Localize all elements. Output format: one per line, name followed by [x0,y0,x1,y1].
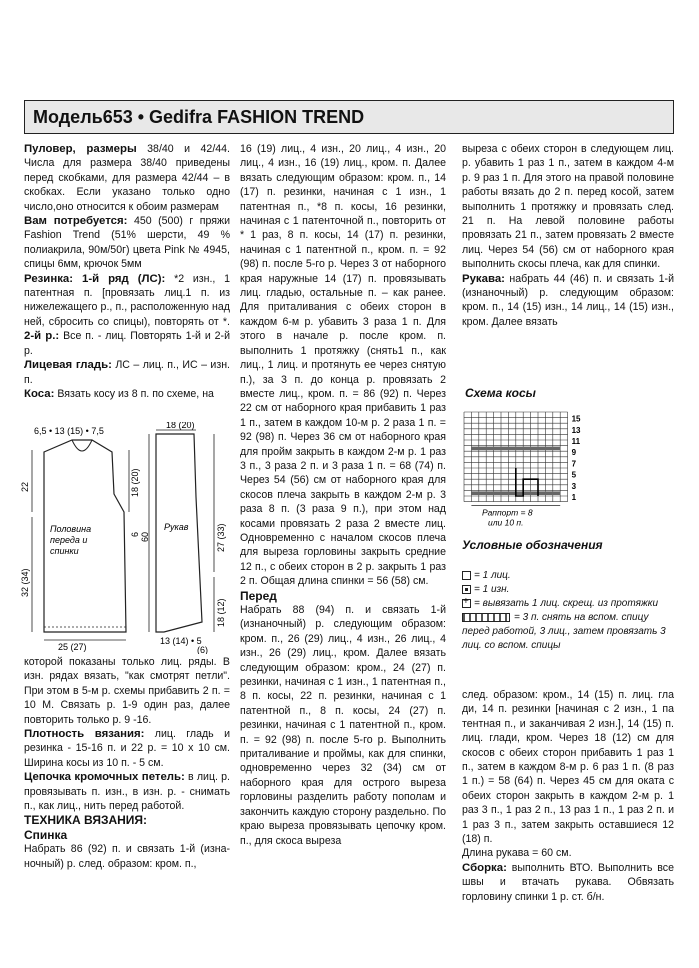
density-paragraph [24,727,230,770]
size-text: 38/40 и 42/44. Числа для размера 38/40 приведены перед скобками, для размера 42/44 – в скобках. Если указано только одно число,оно относится к обоим размерам [24,143,230,213]
column-1-bottom [24,655,230,871]
legend-title: Условные обозначения [462,538,603,552]
body-top-dims: 6,5 • 13 (15) • 7,5 [34,426,104,436]
sleeve-right-dim-1: 27 (33) [216,523,226,552]
sleeve-label: Рукава: [462,272,505,285]
body-left-dim-1: 22 [20,481,30,492]
schema-row-number: 9 [571,448,577,458]
front-continued: выреза с обеих сторон в следующем лиц. р. убавить 1 раз 1 п., затем в каждом 4-м р. 9 раз 1 п. Для этого на правой половине работы вязать до 2 п. перед косой, затем выполнить 1 протяжку и провязать след. 21 п. На левой половине работы провязать 21 п., затем провязать 2 вместе лиц. Через 54 (56) см от наборного края выполнить скосы плеча, как для спинки. [462,143,674,271]
assembly-text: выполнить ВТО. Выполнить все швы и втачать рукава. Обвязать горловину спинки 1 р. ст. б/н. [462,861,674,903]
column-3-bottom [462,688,674,904]
density-label: Плотность вязания: [24,728,145,741]
back-text: Набрать 86 (92) п. и связать 1-й (изна-ночный) р. след. образом: кром. п., [24,843,230,870]
page-title: Модель653 • Gedifra FASHION TREND [33,107,365,127]
sleeve-length: Длина рукава = 60 см. [462,847,572,860]
sleeve-bottom-dim: 13 (14) • 5 [160,636,202,646]
need-text: 450 (500) г пряжи Fashion Trend (51% шерсти, 49 % полиакрила, 90м/50г) цвета Pink № 4945, спицы 6мм, крючок 5мм [24,215,230,271]
size-label: Пуловер, размеры [24,143,137,155]
sleeve-left-dim: 60 [140,531,150,542]
front-text: Набрать 88 (94) п. и связать 1-й (изнаночный) р. следующим образом: кром. п., 26 (29) лиц., 4 изн., 26 лиц., 4 изн., 26 (29) лиц., кром. Далее вязать следующим образом: кром., 24 (27) п. резинки, начиная с 1 изн., 1 патентная п., 8 п. косы, 22 п. резинки, начиная с 1 патентной п., 8 п. косы, 24 (27) п. резинки, начиная с 1 патентной п., кром. п. = 92 (98) п. после 5-го р. Выполнить приталивание и проймы, как для спинки, одновременно через 32 (34) см от наборного края для острого выреза горловины разделить работу пополам и закончить каждую сторону раздельно. По краю выреза провязывать цепочку кром. п., для скоса выреза [240,604,446,847]
schema-row-number: 1 [571,493,577,502]
body-right-dim: 18 (20) [130,468,140,497]
size-paragraph [24,142,230,214]
schema-row-number: 5 [571,470,577,480]
column-3 [462,142,674,329]
body-bottom-dim: 25 (27) [58,642,87,652]
garment-diagrams [14,422,234,654]
legend-item-purl: = 1 изн. [462,583,677,597]
schema-row-number: 15 [571,414,581,424]
model-number: Модель653 [33,107,133,127]
sleeve-bottom-dim-2: (6) [197,645,208,654]
body-right-dim-2: 6 [130,531,140,537]
braid-text: Вязать косу из 8 п. по схеме, на [54,387,214,400]
need-paragraph [24,214,230,272]
back-continued: 16 (19) лиц., 4 изн., 20 лиц., 4 изн., 20 лиц., 4 изн., 16 (19) лиц., кром. п. Далее вязать следующим образом: кром. п., 14 (17) п. резинки, начиная с 1 изн., 1 патентная п., *8 п. косы, 16 резинки, начиная с 1 патенточной п., повторить от * 1 раз, 8 п. косы, 14 (17) п. резинки, начиная с 1 патентной п., кром. п. = 92 (98) п. после 5-го р. Через 3 от наборного края наружные 14 (17) п. провязывать лиц. гладью, остальные п. – как ранее. Для приталивания с обеих сторон в каждом 6-м р. убавить 3 раза 1 п. Для этого в начале р. после кром. п. выполнить 1 протяжку (снять1 п., как лиц., 1 лиц. и протянуть ее через снятую п.), за 3 п. до конца р. провязать 2 вместе лиц., кром. п. = 86 (92) п. Через 22 см от наборного края прибавить 1 раз 1 п., затем в каждом 10-м р. 2 раза 1 п. = 92 (98) п. Через 36 см от наборного края для пройм закрыть в каждом 2-м р. 1 раз 3 п., 3 раза 2 п. и 3 раза 1 п. = 68 (74) п. Через 54 (56) см от наборного края для скосов плеча закрыть в каждом 2-м р. 3 раза 8 п. (3 раза 9 п.), при этом над косами провязать 2 раза 2 вместе лиц. Одновременно с началом скосов плеча для выреза горловины закрыть средние 12 п., с обеих сторон в 2 р. закрыть 1 раз 2 п. Общая длина спинки = 56 (58) см. [240,143,446,588]
body-diagram [20,426,140,652]
chain-label: Цепочка кромочных петель: [24,771,185,784]
body-inner-label: Половина переда и спинки [50,524,92,556]
need-label: Вам потребуется: [24,215,128,228]
assembly-label: Сборка: [462,861,507,874]
rib-paragraph [24,272,230,358]
schema-row-number: 7 [571,459,577,469]
sleeve-top-dim: 18 (20) [166,422,195,430]
face-paragraph [24,358,230,387]
legend-item-knit: = 1 лиц. [462,569,677,583]
rib2-text: Все п. - лиц. Повторять 1-й и 2-й р. [24,330,230,357]
cable-symbol-icon [462,613,510,622]
repeat-label: Раппорт = 8 [482,507,533,518]
sleeve-diagram [140,422,226,654]
legend [462,569,677,653]
rib-text: *2 изн., 1 патентная п. [провязать лиц.1 п. из нижележащего р., п., расположенную над ней, сбросить со спицы), повторять от *. [24,272,230,328]
legend-item-twist: += вывязать 1 лиц. скрещ. из протяжки [462,597,677,611]
braid-label: Коса: [24,387,55,400]
schema-row-number: 3 [571,481,577,491]
schema-row-number: 11 [571,437,581,446]
face-text: ЛС – лиц. п., ИС – изн. п. [24,359,231,386]
column-2 [240,142,446,848]
schema-title: Схема косы [465,386,536,400]
cable-cross-row [471,447,560,451]
sleeve-inner-label: Рукав [164,522,189,532]
rib-label: Резинка: 1-й ряд (ЛС): [24,272,166,285]
rib2-label: 2-й р.: [24,330,60,343]
face-label: Лицевая гладь: [24,359,112,372]
sleeve-paragraph [462,272,674,330]
sleeve-right-dim-2: 18 (12) [216,598,226,627]
brand-name: Gedifra FASHION TREND [149,107,365,127]
back-heading: Спинка [24,827,68,842]
front-heading: Перед [240,588,277,603]
column-1 [24,142,230,401]
purl-symbol-icon [462,585,471,594]
header-banner [24,100,674,134]
chain-paragraph [24,770,230,813]
chain-text: в лиц. р. провязывать п. изн., в изн. р. - снимать п., как лиц., нить перед работой. [24,771,230,813]
repeat-label-2: или 10 п. [488,517,524,528]
body-left-dim-2: 32 (34) [20,568,30,597]
technique-heading: ТЕХНИКА ВЯЗАНИЯ: [24,813,148,828]
sleeve-text: набрать 44 (46) п. и связать 1-й (изнаночный) р. следующим образом: кром. п., 14 (15) изн., 14 лиц., 14 (15) изн., кром. Далее вязать [462,272,674,328]
braid-schema [462,410,592,535]
schema-row-number: 13 [571,425,581,435]
twist-symbol-icon [462,599,471,608]
braid-paragraph [24,387,230,401]
density-text: лиц. гладь и резинка - 15-16 п. и 22 р. = 10 х 10 см. Ширина косы из 10 п. - 5 см. [24,728,230,769]
legend-item-cable: = 3 п. снять на вспом. спицу перед работой, 3 лиц., затем провязать 3 лиц. со вспом. спицы [462,612,666,651]
braid-cont: которой показаны только лиц. ряды. В изн. рядах вязать, "как смотрят петли". При этом в 5-м р. схемы прибавить 2 п. = 10 М. Связать р. 1-9 один раз, далее повторить только р. 9 -16. [24,656,230,726]
sleeve-continued: след. образом: кром., 14 (15) п. лиц. гла ди, 14 п. резинки [начиная с 2 изн., 1 па тентная п., и заканчивая 2 изн.], 14 (15) п. лиц. глади, кром. Через 18 (12) см для скосов с обеих сторон прибавить 1 раз 1 п., затем в каждом 8-м р. 6 раз 1 п. (8 раз 1 п.) = 58 (64) п. Через 45 см для оката с обеих сторон закрыть в каждом 2-м р. 1 раз 3 п., 1 раз 2 п., 13 раз 1 п., 1 раз 2 п. и 1 раз 3 п., затем закрыть оставшиеся 12 (18) п. [462,689,674,846]
assembly-paragraph [462,861,674,904]
knit-symbol-icon [462,571,471,580]
